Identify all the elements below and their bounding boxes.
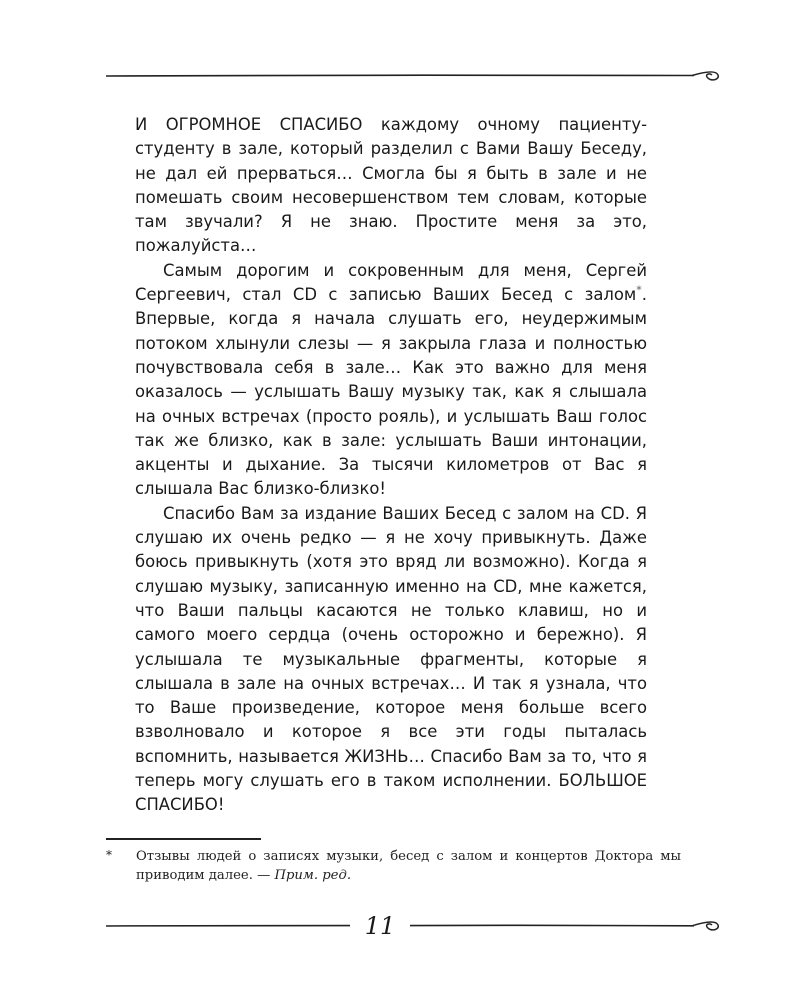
paragraph-2-part-1: Самым дорогим и сокровенным для меня, Сергей Сергеевич, стал CD с записью Ваших Бесед с залом	[135, 260, 647, 305]
paragraph-1: И ОГРОМНОЕ СПАСИБО каждому очному пациенту-студенту в зале, который разделил с Вами Вашу Беседу, не дал ей прерваться… Смогла бы я быть в зале и не помешать своим несовершенством тем словам, которые там звучали? Я не знаю. Простите меня за это, пожалуйста…	[135, 115, 647, 256]
bottom-ornamental-rule	[104, 912, 724, 942]
top-ornamental-rule	[104, 64, 724, 88]
paragraph-2-part-2: . Впервые, когда я начала слушать его, неудержимым потоком хлынули слезы — я закрыла глаза и полностью почувствовала себя в зале… Как это важно для меня оказалось — услышать Вашу музыку так, как я слышала на очных встречах (просто рояль), и услышать Ваш голос так же близко, как в зале: услышать Ваши интонации, акценты и дыхание. За тысячи километров от Вас я слышала Вас близко-близко!	[135, 285, 647, 499]
footnote-divider	[106, 838, 261, 840]
page-number: 11	[364, 912, 396, 940]
main-text	[135, 113, 647, 818]
paragraph-3: Спасибо Вам за издание Ваших Бесед с залом на CD. Я слушаю их очень редко — я не хочу привыкнуть. Даже боюсь привыкнуть (хотя это вряд ли возможно). Когда я слушаю музыку, записанную именно на CD, мне кажется, что Ваши пальцы касаются не только клавиш, но и самого моего сердца (очень осторожно и бережно). Я услышала те музыкальные фрагменты, которые я слышала в зале на очных встречах… И так я узнала, что то Ваше произведение, которое меня больше всего взволновало и которое я все эти годы пыталась вспомнить, называется ЖИЗНЬ… Спасибо Вам за то, что я теперь могу слушать его в таком исполнении. БОЛЬШОЕ СПАСИБО!	[135, 503, 647, 815]
footnote	[106, 847, 681, 885]
footnote-reference: *	[636, 283, 642, 297]
footnote-body	[106, 847, 681, 885]
footnote-text: Отзывы людей о записях музыки, бесед с залом и концертов Доктора мы приводим далее. —	[136, 849, 681, 883]
footnote-editor-note: Прим. ред.	[274, 868, 352, 883]
paragraph-2	[135, 259, 647, 502]
footnote-marker: *	[106, 848, 112, 862]
